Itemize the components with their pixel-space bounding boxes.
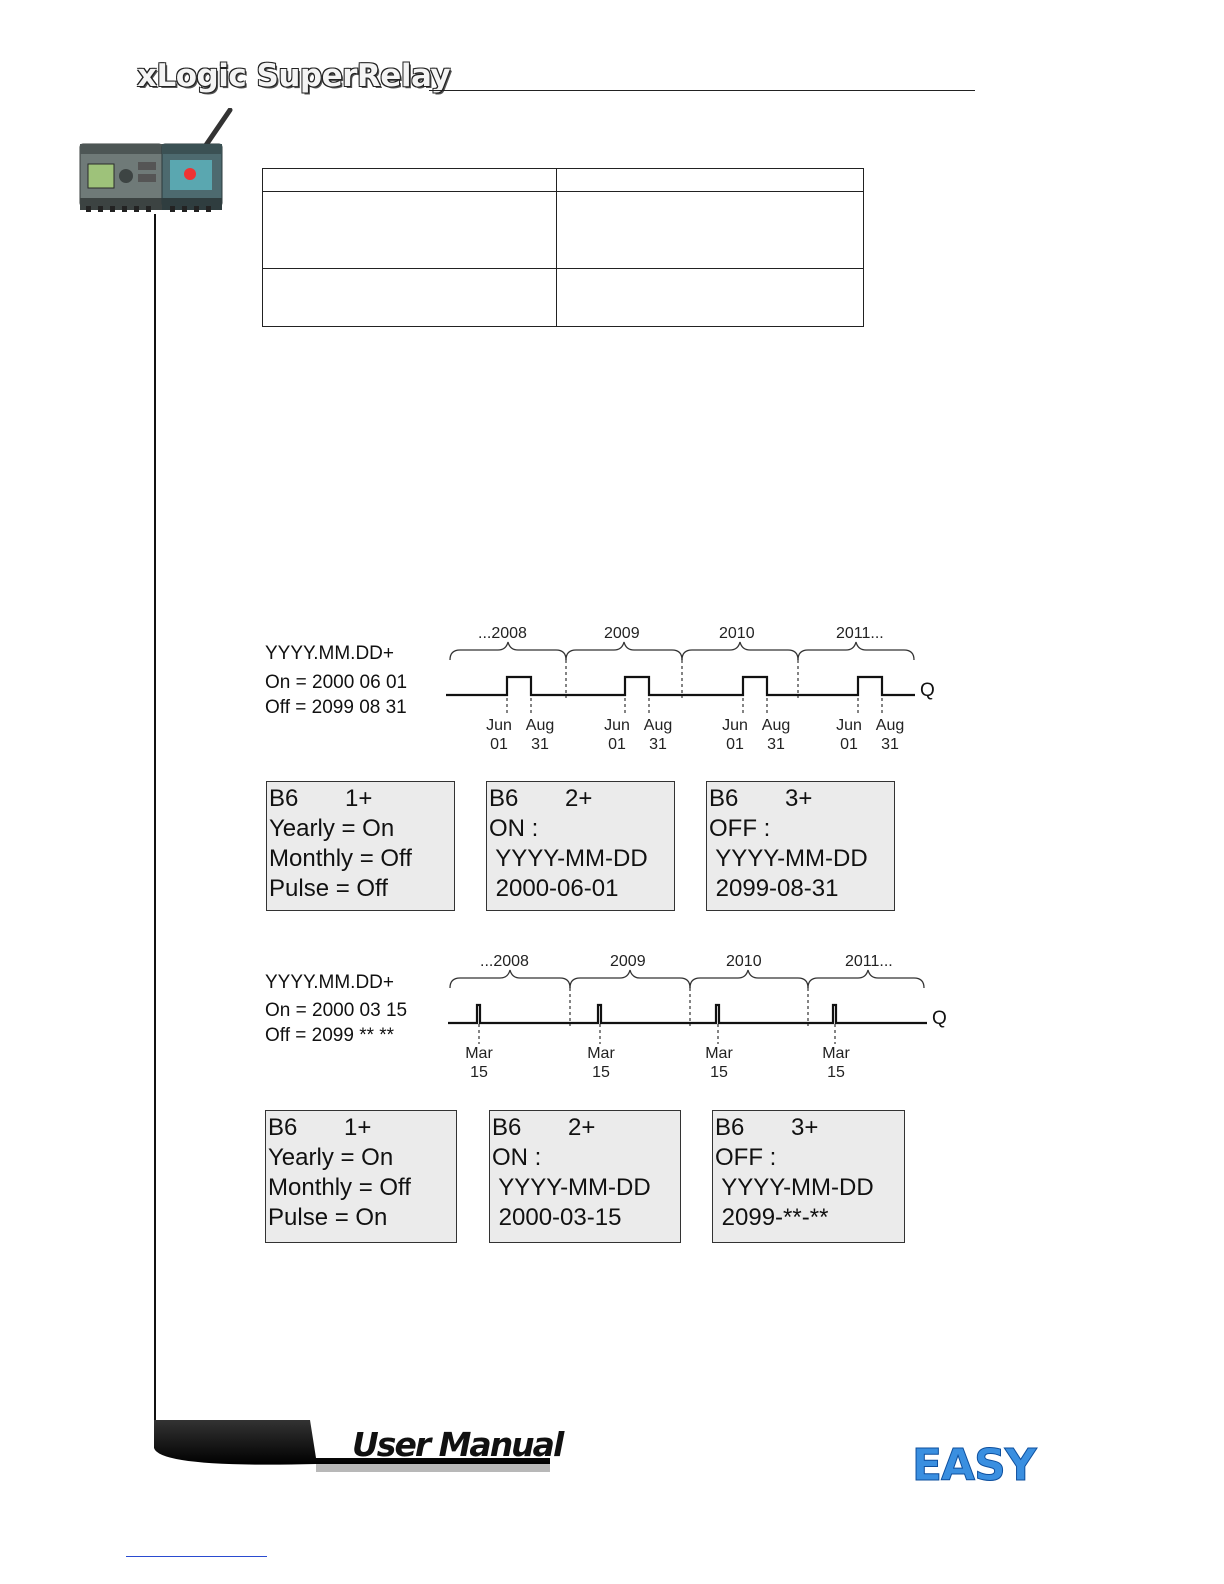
panel-line: Yearly = On [269,815,395,842]
brand-logo: EASY [912,1440,1036,1491]
footer-user-manual: User Manual [352,1425,563,1464]
display-panel-b6-2 [489,1110,681,1243]
table-cell [557,269,864,327]
panel-line: Pulse = On [268,1204,388,1231]
table-cell [263,192,557,269]
diagram1-label-on: On = 2000 06 01 [265,672,408,693]
diagram2-year-label: 2009 [610,953,646,970]
diagram2-output-q: Q [932,1008,947,1029]
header-rule [429,90,975,91]
table-cell [263,269,557,327]
diagram2-label-format: YYYY.MM.DD+ [265,972,394,993]
empty-table [262,168,864,327]
diagram2-year-label: 2010 [726,953,762,970]
display-panel-b6-2 [486,781,675,911]
panel-line: 2000-03-15 [492,1204,622,1231]
display-panel-b6-3 [712,1110,905,1243]
diagram1-tick-label: Aug 31 [875,717,905,753]
left-margin-line [154,214,156,1420]
diagram1-tick-label: Aug 31 [761,717,791,753]
panel-line: Yearly = On [268,1144,394,1171]
table-cell [557,169,864,192]
display-panel-b6-3 [706,781,895,911]
panel-line: B6 3+ [715,1114,819,1141]
diagram2-tick-label: Mar 15 [587,1045,615,1081]
panel-line: YYYY-MM-DD [709,845,868,872]
panel-line: B6 1+ [269,785,373,812]
diagram1-label-off: Off = 2099 08 31 [265,697,407,718]
diagram1-tick-label: Jun 01 [604,717,630,753]
device-image [78,108,238,216]
panel-line: Pulse = Off [269,875,388,902]
panel-line: OFF : [715,1144,777,1171]
table-cell [263,169,557,192]
panel-line: 2000-06-01 [489,875,619,902]
diagram2-label-off: Off = 2099 ** ** [265,1025,395,1046]
header-title: xLogic SuperRelay [137,58,451,94]
diagram1-year-label: ...2008 [478,625,527,642]
diagram1-year-label: 2009 [604,625,640,642]
diagram2-tick-label: Mar 15 [822,1045,850,1081]
diagram1-year-label: 2010 [719,625,755,642]
diagram1-tick-label: Aug 31 [525,717,555,753]
diagram2-tick-label: Mar 15 [705,1045,733,1081]
panel-line: Monthly = Off [268,1174,411,1201]
panel-line: 2099-08-31 [709,875,839,902]
diagram1-output-q: Q [920,680,935,701]
diagram1-tick-label: Jun 01 [836,717,862,753]
panel-line: B6 2+ [492,1114,596,1141]
diagram1-timeline [440,640,940,720]
panel-line: YYYY-MM-DD [715,1174,874,1201]
diagram1-tick-label: Jun 01 [486,717,512,753]
diagram1-label-format: YYYY.MM.DD+ [265,643,394,664]
display-panel-b6-1 [265,1110,457,1243]
diagram2-tick-label: Mar 15 [465,1045,493,1081]
display-panel-b6-1 [266,781,455,911]
diagram2-label-on: On = 2000 03 15 [265,1000,408,1021]
panel-line: YYYY-MM-DD [492,1174,651,1201]
table-cell [557,192,864,269]
diagram2-year-label: 2011... [845,953,893,970]
panel-line: YYYY-MM-DD [489,845,648,872]
panel-line: 2099-**-** [715,1204,829,1231]
diagram1-tick-label: Jun 01 [722,717,748,753]
panel-line: B6 1+ [268,1114,372,1141]
diagram1-year-label: 2011... [836,625,884,642]
panel-line: OFF : [709,815,771,842]
diagram1-tick-label: Aug 31 [643,717,673,753]
diagram2-year-label: ...2008 [480,953,529,970]
panel-line: Monthly = Off [269,845,412,872]
panel-line: ON : [489,815,539,842]
bottom-link-underline [126,1556,267,1557]
diagram2-timeline [440,968,940,1048]
panel-line: B6 2+ [489,785,593,812]
panel-line: B6 3+ [709,785,813,812]
panel-line: ON : [492,1144,542,1171]
